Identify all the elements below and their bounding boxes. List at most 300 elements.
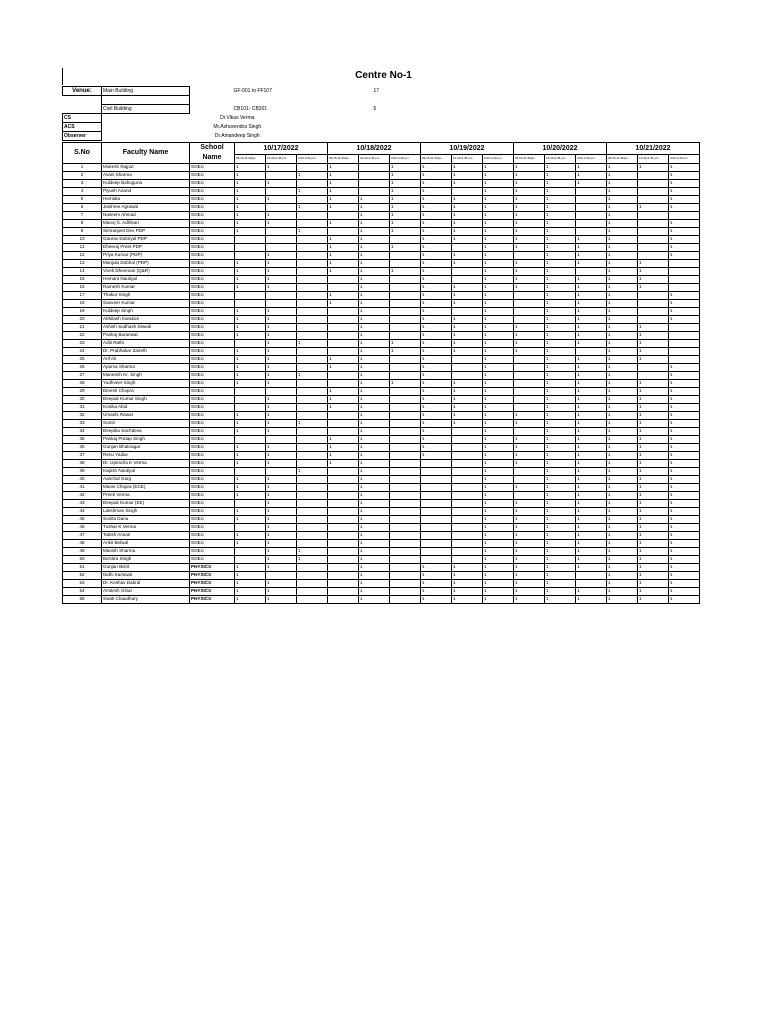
table-row [63,259,700,267]
duty-cell: 1 [514,267,545,275]
faculty-name-cell: Deepika Sachdeva [102,427,190,435]
duty-cell: 1 [514,179,545,187]
duty-cell [297,275,328,283]
duty-cell: 1 [576,515,607,523]
duty-cell: 1 [452,219,483,227]
duty-cell: 1 [545,179,576,187]
duty-cell [576,571,607,579]
duty-cell [452,475,483,483]
school-cell: SOEC [190,363,235,371]
duty-cell: 1 [452,563,483,571]
duty-cell [514,363,545,371]
school-cell: PHYSICS [190,571,235,579]
duty-cell: 1 [359,459,390,467]
duty-cell: 1 [576,163,607,171]
table-row [63,499,700,507]
duty-cell: 1 [297,555,328,563]
duty-cell [235,499,266,507]
sno-cell: 34 [63,427,102,435]
duty-cell: 1 [514,539,545,547]
table-row [63,523,700,531]
duty-cell: 1 [545,547,576,555]
duty-cell [452,467,483,475]
duty-cell: 1 [359,379,390,387]
school-cell: SOEC [190,251,235,259]
sno-cell: 46 [63,523,102,531]
duty-cell: 1 [359,387,390,395]
duty-cell [297,459,328,467]
duty-cell: 1 [421,315,452,323]
duty-cell [638,363,669,371]
duty-cell: 1 [235,563,266,571]
slot-header: 09:15-11:30pm [607,154,638,163]
duty-cell [235,299,266,307]
duty-cell: 1 [266,427,297,435]
duty-cell: 1 [669,171,700,179]
observer-label: Observer [63,132,102,141]
sno-cell: 41 [63,483,102,491]
duty-cell: 1 [545,307,576,315]
duty-cell [452,539,483,547]
duty-cell: 1 [421,571,452,579]
duty-cell: 1 [576,547,607,555]
sno-cell: 11 [63,243,102,251]
duty-cell: 1 [235,211,266,219]
slot-header: 09:15-11:30pm [328,154,359,163]
duty-cell: 1 [483,371,514,379]
duty-cell: 1 [638,259,669,267]
school-cell: SOEC [190,347,235,355]
duty-cell [390,539,421,547]
duty-cell: 1 [514,219,545,227]
faculty-name-cell: Manjula Dobhal (PDP) [102,259,190,267]
table-row [63,243,700,251]
duty-cell: 1 [390,211,421,219]
duty-cell: 1 [483,467,514,475]
duty-cell [638,307,669,315]
duty-cell [390,451,421,459]
table-row [63,187,700,195]
sno-cell: 31 [63,403,102,411]
duty-cell: 1 [235,427,266,435]
duty-cell: 1 [483,555,514,563]
duty-cell: 1 [483,195,514,203]
duty-cell: 1 [638,163,669,171]
duty-cell: 1 [266,219,297,227]
duty-cell: 1 [390,219,421,227]
duty-cell: 1 [328,299,359,307]
duty-cell: 1 [266,547,297,555]
slot-header: 09:15-11:30pm [235,154,266,163]
school-cell: SOEC [190,259,235,267]
duty-cell: 1 [545,459,576,467]
duty-cell [359,163,390,171]
duty-cell: 1 [545,355,576,363]
duty-cell: 1 [669,563,700,571]
table-row [63,371,700,379]
duty-cell: 1 [607,371,638,379]
duty-cell: 1 [359,595,390,603]
duty-cell: 1 [359,563,390,571]
duty-cell: 1 [514,419,545,427]
duty-cell: 1 [576,475,607,483]
duty-cell: 1 [669,195,700,203]
duty-cell: 1 [669,371,700,379]
duty-cell: 1 [328,459,359,467]
sno-cell: 35 [63,435,102,443]
table-row [63,267,700,275]
duty-cell: 1 [421,419,452,427]
duty-cell [514,467,545,475]
duty-cell [514,395,545,403]
duty-cell: 1 [576,299,607,307]
school-cell: PHYSICS [190,579,235,587]
faculty-name-cell: Swati Chaudhary [102,595,190,603]
school-cell: SOEC [190,203,235,211]
duty-cell: 1 [576,387,607,395]
sno-cell: 18 [63,299,102,307]
duty-cell [390,571,421,579]
duty-cell: 1 [390,267,421,275]
table-row [63,227,700,235]
duty-cell: 1 [359,571,390,579]
table-row [63,459,700,467]
duty-cell: 1 [266,587,297,595]
duty-cell [297,395,328,403]
duty-cell [390,283,421,291]
duty-cell: 1 [607,515,638,523]
duty-cell [452,459,483,467]
duty-cell [452,435,483,443]
duty-cell [390,523,421,531]
duty-cell: 1 [421,411,452,419]
table-row [63,563,700,571]
table-row [63,571,700,579]
table-row [63,179,700,187]
duty-cell: 1 [545,555,576,563]
duty-cell [669,323,700,331]
duty-cell: 1 [328,243,359,251]
duty-cell: 1 [328,395,359,403]
duty-cell: 1 [421,395,452,403]
duty-cell: 1 [607,379,638,387]
faculty-name-cell: Amitesh Gihar [102,587,190,595]
duty-cell: 1 [638,459,669,467]
duty-cell: 1 [328,219,359,227]
duty-cell: 1 [359,195,390,203]
sno-cell: 33 [63,419,102,427]
duty-cell: 1 [359,547,390,555]
duty-cell: 1 [266,395,297,403]
school-cell: SOEC [190,291,235,299]
duty-cell: 1 [483,443,514,451]
duty-cell [576,203,607,211]
duty-cell [297,315,328,323]
duty-cell [328,371,359,379]
school-cell: SOEC [190,467,235,475]
duty-cell: 1 [359,403,390,411]
duty-cell: 1 [235,443,266,451]
duty-cell: 1 [359,251,390,259]
duty-cell: 1 [576,251,607,259]
table-row [63,475,700,483]
duty-cell: 1 [483,395,514,403]
duty-cell [638,219,669,227]
duty-cell [452,547,483,555]
duty-cell [669,331,700,339]
duty-cell [452,523,483,531]
duty-cell [638,211,669,219]
duty-cell: 1 [576,363,607,371]
faculty-name-cell: Deepak Kumar (EE) [102,499,190,507]
duty-cell: 1 [328,363,359,371]
duty-cell: 1 [235,515,266,523]
duty-cell: 1 [514,331,545,339]
sno-cell: 26 [63,363,102,371]
duty-cell: 1 [607,211,638,219]
faculty-name-cell: Hemlata [102,195,190,203]
school-cell: SOEC [190,499,235,507]
duty-cell [266,187,297,195]
duty-cell: 1 [483,187,514,195]
school-cell: SOEC [190,163,235,171]
duty-cell: 1 [266,403,297,411]
duty-cell: 1 [607,163,638,171]
duty-cell [452,443,483,451]
duty-cell: 1 [607,403,638,411]
duty-cell [669,211,700,219]
duty-cell [297,579,328,587]
duty-cell: 1 [576,459,607,467]
duty-cell: 1 [359,475,390,483]
duty-cell: 1 [235,307,266,315]
duty-cell: 1 [514,483,545,491]
duty-cell: 1 [452,339,483,347]
duty-cell [390,419,421,427]
duty-cell: 1 [545,531,576,539]
duty-cell: 1 [421,363,452,371]
duty-cell [328,491,359,499]
school-cell: SOEC [190,339,235,347]
duty-cell: 1 [452,571,483,579]
sno-cell: 2 [63,171,102,179]
duty-cell: 1 [576,259,607,267]
duty-cell: 1 [669,219,700,227]
duty-cell: 1 [638,443,669,451]
school-cell: SOEC [190,387,235,395]
table-row [63,411,700,419]
duty-cell: 1 [607,243,638,251]
school-cell: PHYSICS [190,563,235,571]
sno-cell: 24 [63,347,102,355]
table-row [63,171,700,179]
duty-cell: 1 [576,307,607,315]
duty-cell: 1 [669,515,700,523]
duty-cell [638,187,669,195]
duty-cell [328,315,359,323]
duty-cell: 1 [545,259,576,267]
duty-cell: 1 [607,251,638,259]
duty-cell: 1 [266,443,297,451]
faculty-name-cell: Lakshman Singh [102,507,190,515]
cs-label: CS [63,114,102,123]
duty-cell: 1 [266,363,297,371]
duty-cell: 1 [266,195,297,203]
duty-cell: 1 [452,587,483,595]
duty-cell: 1 [483,251,514,259]
duty-cell [235,243,266,251]
duty-cell: 1 [235,347,266,355]
school-cell: SOEC [190,179,235,187]
duty-cell [390,507,421,515]
duty-cell: 1 [390,339,421,347]
duty-cell: 1 [576,595,607,603]
school-cell: SOEC [190,531,235,539]
duty-cell: 1 [514,211,545,219]
faculty-name-cell: Pankaj Baranwal [102,331,190,339]
school-cell: SOEC [190,187,235,195]
duty-cell [669,259,700,267]
duty-cell [235,339,266,347]
duty-cell: 1 [421,355,452,363]
duty-cell: 1 [421,387,452,395]
table-row [63,467,700,475]
sno-cell: 44 [63,507,102,515]
duty-cell: 1 [266,555,297,563]
duty-cell: 1 [514,195,545,203]
duty-cell: 1 [514,323,545,331]
duty-cell [452,531,483,539]
duty-cell: 1 [297,467,328,475]
duty-cell: 1 [483,411,514,419]
duty-cell: 1 [576,491,607,499]
duty-cell [390,395,421,403]
duty-cell: 1 [421,291,452,299]
duty-cell: 1 [266,483,297,491]
duty-cell [328,507,359,515]
duty-cell [297,291,328,299]
duty-cell: 1 [669,379,700,387]
duty-cell [359,171,390,179]
duty-cell [421,499,452,507]
duty-cell: 1 [390,163,421,171]
duty-cell [390,443,421,451]
duty-cell: 1 [638,531,669,539]
duty-cell: 1 [545,419,576,427]
duty-cell [328,571,359,579]
duty-cell: 1 [266,595,297,603]
duty-cell: 1 [669,571,700,579]
duty-cell: 1 [452,419,483,427]
school-cell: SOEC [190,435,235,443]
duty-cell [266,467,297,475]
duty-cell [669,347,700,355]
slot-header: 12:30-2:45 pm [359,154,390,163]
duty-cell: 1 [514,203,545,211]
table-row [63,299,700,307]
duty-cell [638,243,669,251]
duty-cell: 1 [545,539,576,547]
table-row [63,395,700,403]
duty-cell: 1 [421,179,452,187]
duty-cell [235,547,266,555]
duty-cell: 1 [638,507,669,515]
duty-cell [328,419,359,427]
duty-cell: 1 [669,291,700,299]
duty-cell: 1 [607,307,638,315]
duty-cell [390,483,421,491]
faculty-name-cell: Arif Ali [102,355,190,363]
duty-cell: 1 [669,467,700,475]
duty-cell: 1 [483,203,514,211]
duty-cell: 1 [638,339,669,347]
duty-cell: 1 [545,435,576,443]
sno-cell: 6 [63,203,102,211]
table-row [63,587,700,595]
duty-cell [421,555,452,563]
faculty-name-cell: Manoj S. Adhikari [102,219,190,227]
duty-cell: 1 [545,203,576,211]
sno-cell: 17 [63,291,102,299]
duty-cell: 1 [545,443,576,451]
duty-cell: 1 [669,403,700,411]
duty-cell: 1 [607,331,638,339]
duty-cell: 1 [390,171,421,179]
faculty-name-cell: Naseem Ahmad [102,211,190,219]
duty-cell [576,211,607,219]
duty-cell [452,267,483,275]
duty-cell: 1 [545,251,576,259]
duty-cell: 1 [576,531,607,539]
duty-cell [266,235,297,243]
faculty-name-cell: Bichitra Singh [102,555,190,563]
duty-cell: 1 [266,459,297,467]
duty-cell [638,171,669,179]
sno-cell: 29 [63,387,102,395]
school-cell: SOEC [190,267,235,275]
duty-cell: 1 [576,419,607,427]
duty-cell: 1 [545,331,576,339]
duty-cell: 1 [545,387,576,395]
faculty-name-cell: Ramesh Kumar [102,283,190,291]
duty-cell: 1 [483,595,514,603]
venue-rooms: GF-001 to FF107 [233,87,272,94]
duty-cell [328,563,359,571]
duty-cell: 1 [483,275,514,283]
duty-cell: 1 [545,483,576,491]
duty-cell [421,483,452,491]
duty-cell [390,331,421,339]
duty-cell: 1 [576,483,607,491]
duty-cell: 1 [266,275,297,283]
duty-cell: 1 [607,475,638,483]
sno-cell: 49 [63,547,102,555]
duty-cell: 1 [297,203,328,211]
duty-cell: 1 [421,203,452,211]
duty-cell: 1 [452,259,483,267]
duty-cell: 1 [576,171,607,179]
duty-cell: 1 [669,443,700,451]
duty-cell: 1 [638,539,669,547]
duty-cell: 1 [545,187,576,195]
duty-cell: 1 [266,451,297,459]
venue-building: Civil Building [102,105,190,114]
duty-cell: 1 [514,435,545,443]
duty-cell: 1 [638,563,669,571]
sno-cell: 20 [63,315,102,323]
duty-cell: 1 [328,163,359,171]
duty-cell: 1 [576,331,607,339]
